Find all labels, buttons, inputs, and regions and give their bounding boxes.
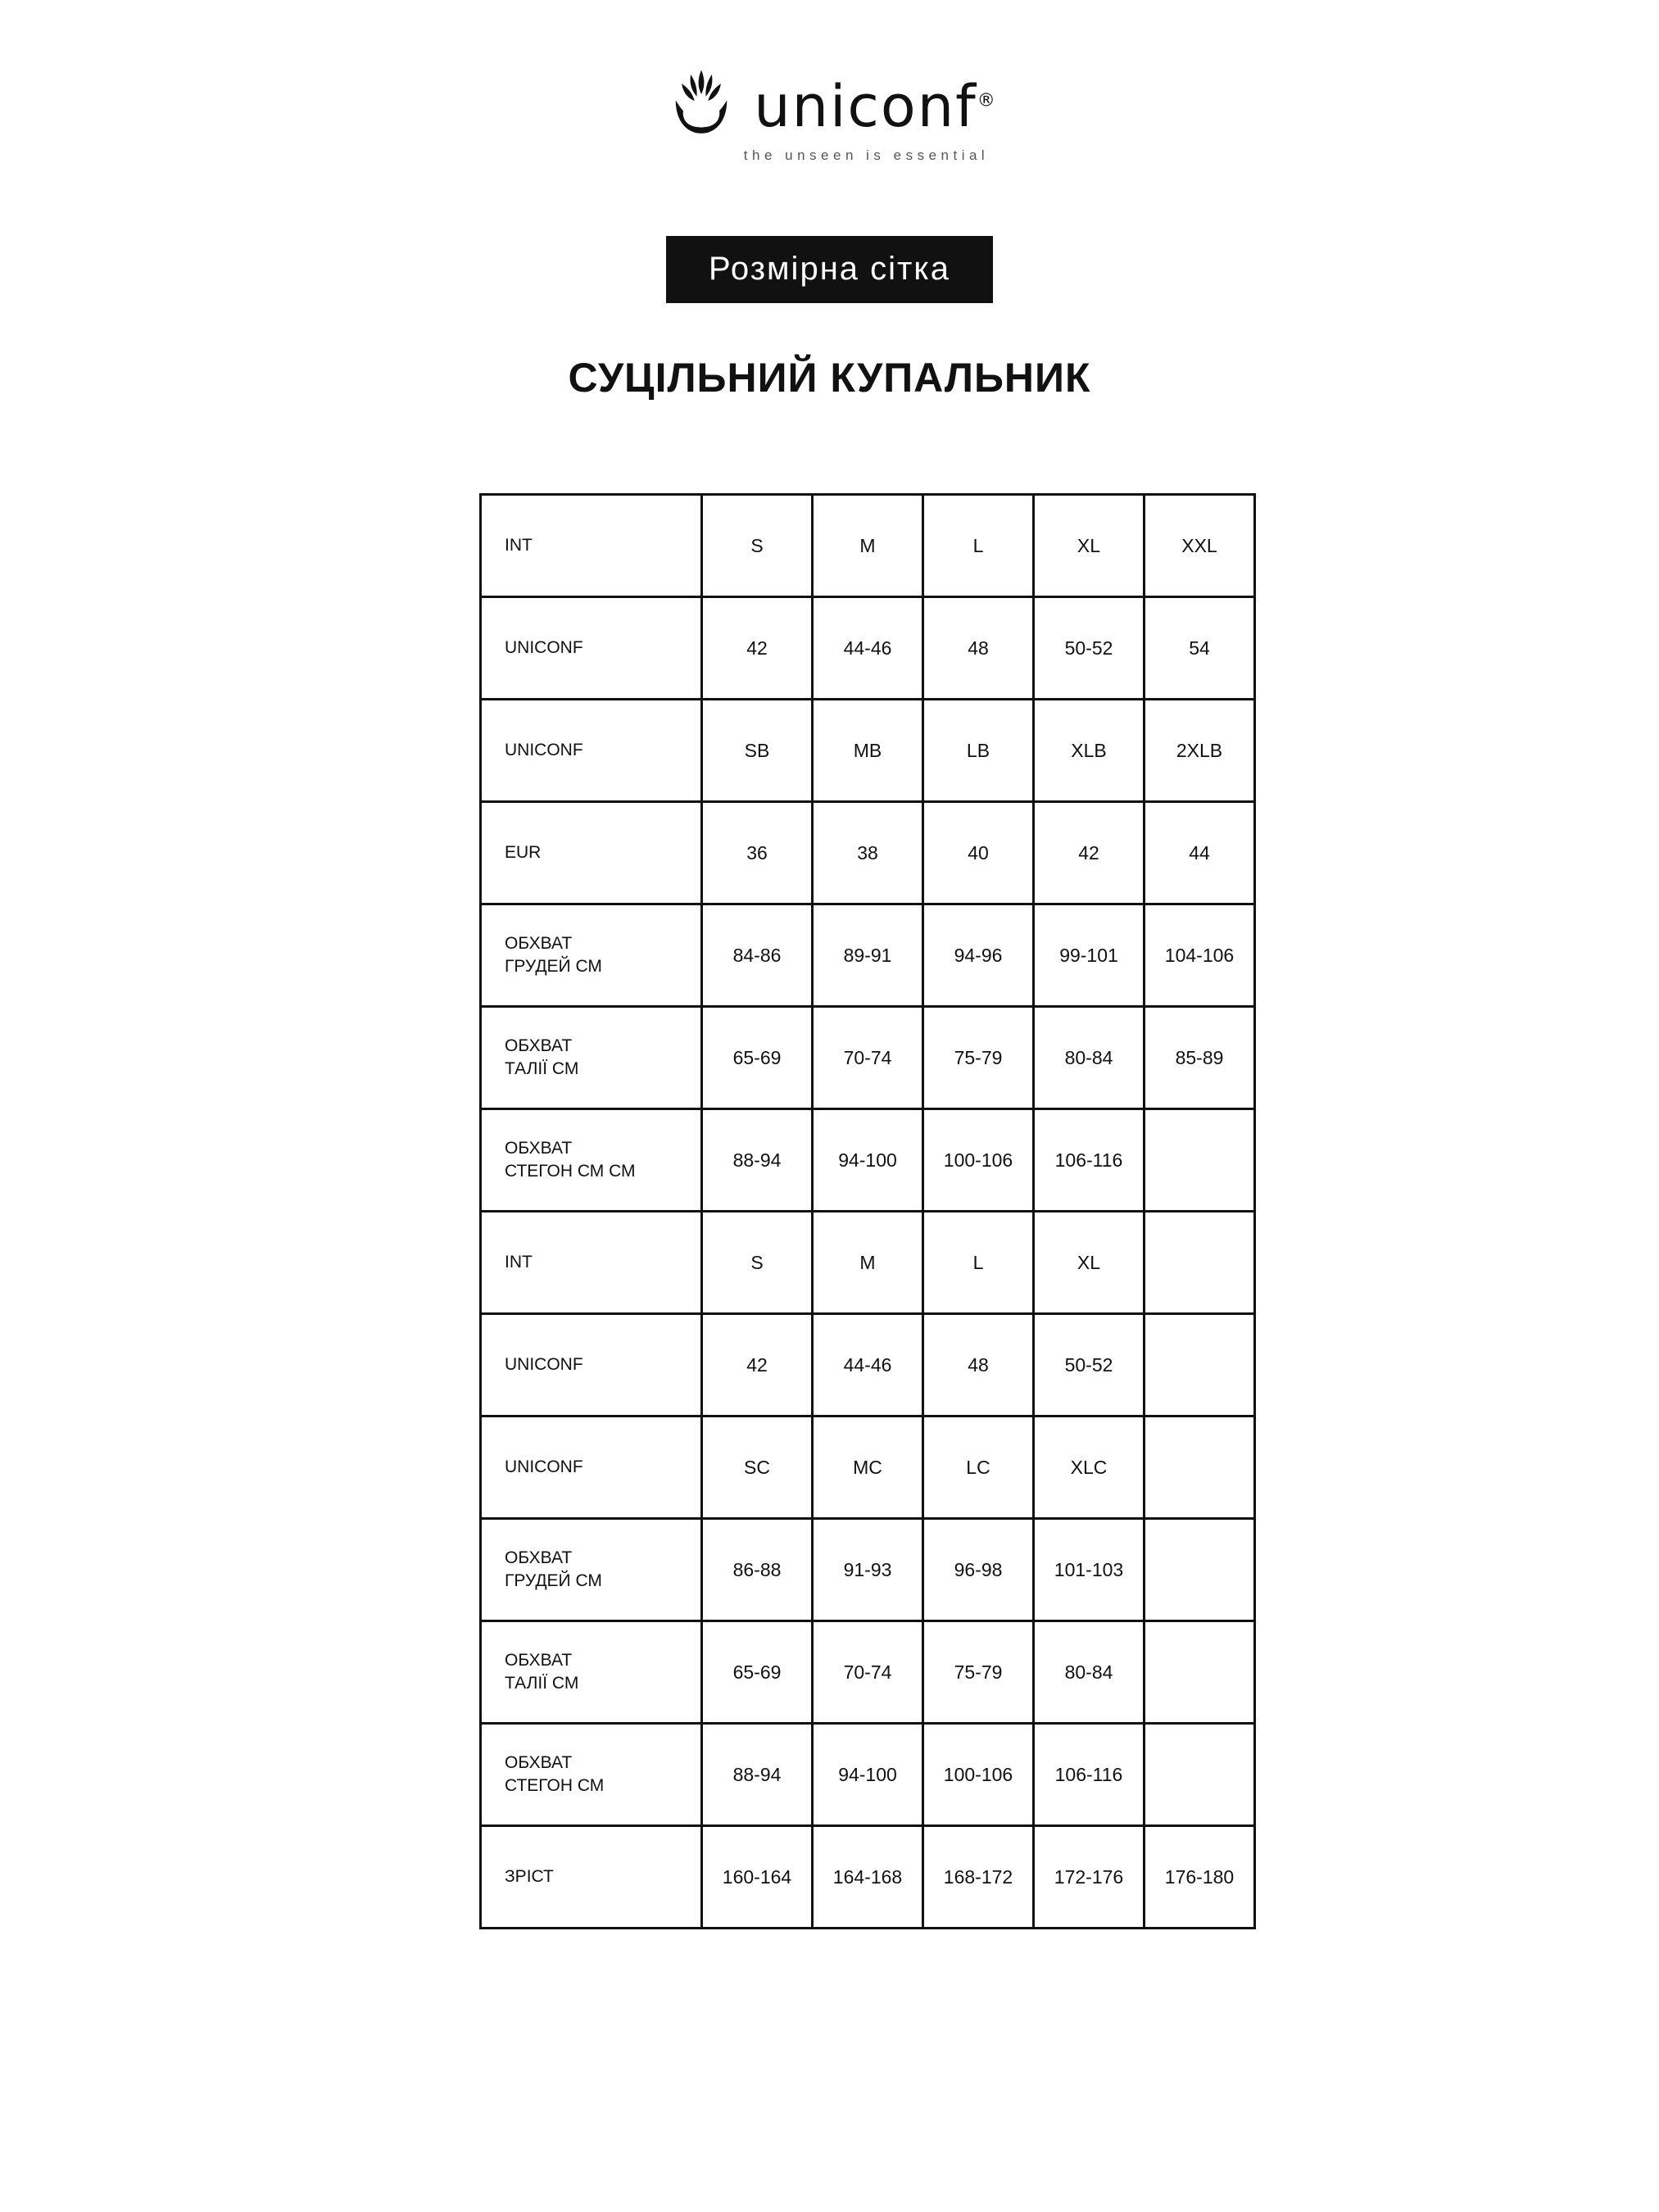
cell: 172-176 — [1034, 1826, 1145, 1929]
cell: 80-84 — [1034, 1621, 1145, 1724]
cell: S — [702, 1212, 813, 1314]
cell: 100-106 — [923, 1109, 1034, 1212]
row-label-line: ОБХВАТ — [505, 933, 573, 953]
cell — [1145, 1212, 1255, 1314]
brand-logo — [664, 66, 995, 164]
page-subtitle: СУЦІЛЬНИЙ КУПАЛЬНИК — [568, 355, 1091, 401]
cell: 106-116 — [1034, 1724, 1145, 1826]
cell: 38 — [813, 802, 923, 904]
cell: 44-46 — [813, 597, 923, 700]
row-label-line: INT — [505, 535, 533, 555]
cell: MC — [813, 1416, 923, 1519]
table-row — [481, 1724, 1255, 1826]
row-label — [481, 1519, 702, 1621]
row-label-line: ОБХВАТ — [505, 1650, 573, 1670]
table-row — [481, 597, 1255, 700]
cell: 44 — [1145, 802, 1255, 904]
size-table-body — [481, 495, 1255, 1929]
row-label-line: СТЕГОН СМ СМ — [505, 1162, 636, 1181]
cell: 70-74 — [813, 1621, 923, 1724]
row-label-line: ОБХВАТ — [505, 1548, 573, 1567]
cell: 85-89 — [1145, 1007, 1255, 1109]
cell: 86-88 — [702, 1519, 813, 1621]
row-label — [481, 1212, 702, 1314]
table-row — [481, 1212, 1255, 1314]
table-row — [481, 1519, 1255, 1621]
row-label-line: ТАЛІЇ СМ — [505, 1674, 579, 1693]
brand-wordmark — [754, 73, 995, 140]
row-label — [481, 1724, 702, 1826]
size-table — [479, 493, 1256, 1929]
row-label — [481, 1416, 702, 1519]
cell — [1145, 1416, 1255, 1519]
cell: XXL — [1145, 495, 1255, 597]
row-label — [481, 1314, 702, 1416]
row-label — [481, 802, 702, 904]
cell: XLC — [1034, 1416, 1145, 1519]
row-label — [481, 1826, 702, 1929]
cell: L — [923, 495, 1034, 597]
cell: 36 — [702, 802, 813, 904]
cell: 94-100 — [813, 1724, 923, 1826]
cell: 42 — [702, 597, 813, 700]
registered-mark: ® — [977, 90, 995, 111]
row-label-line: СТЕГОН СМ — [505, 1776, 605, 1795]
cell: XL — [1034, 495, 1145, 597]
table-row — [481, 1621, 1255, 1724]
cell: MB — [813, 700, 923, 802]
cell: 106-116 — [1034, 1109, 1145, 1212]
table-row — [481, 802, 1255, 904]
cell: 70-74 — [813, 1007, 923, 1109]
cell: 168-172 — [923, 1826, 1034, 1929]
row-label-line: ГРУДЕЙ СМ — [505, 957, 602, 976]
cell: 50-52 — [1034, 1314, 1145, 1416]
cell: 65-69 — [702, 1621, 813, 1724]
cell: M — [813, 495, 923, 597]
cell: 104-106 — [1145, 904, 1255, 1007]
table-row — [481, 904, 1255, 1007]
cell: 40 — [923, 802, 1034, 904]
cell: 48 — [923, 1314, 1034, 1416]
cell: 42 — [1034, 802, 1145, 904]
row-label-line: UNICONF — [505, 1354, 583, 1374]
row-label — [481, 1109, 702, 1212]
row-label-line: ГРУДЕЙ СМ — [505, 1571, 602, 1590]
row-label — [481, 1007, 702, 1109]
row-label — [481, 904, 702, 1007]
lotus-flower-icon — [664, 66, 739, 141]
cell: 48 — [923, 597, 1034, 700]
row-label-line: UNICONF — [505, 1457, 583, 1476]
cell — [1145, 1621, 1255, 1724]
cell: 100-106 — [923, 1724, 1034, 1826]
cell: 89-91 — [813, 904, 923, 1007]
table-row — [481, 1007, 1255, 1109]
row-label-line: EUR — [505, 842, 542, 862]
row-label-line: ОБХВАТ — [505, 1138, 573, 1158]
table-row — [481, 1314, 1255, 1416]
row-label-line: ОБХВАТ — [505, 1752, 573, 1772]
row-label-line: ТАЛІЇ СМ — [505, 1059, 579, 1078]
cell — [1145, 1519, 1255, 1621]
cell: 44-46 — [813, 1314, 923, 1416]
cell: SC — [702, 1416, 813, 1519]
row-label — [481, 495, 702, 597]
cell: 65-69 — [702, 1007, 813, 1109]
cell: 84-86 — [702, 904, 813, 1007]
cell: LC — [923, 1416, 1034, 1519]
cell: XL — [1034, 1212, 1145, 1314]
cell: L — [923, 1212, 1034, 1314]
logo-row — [664, 66, 995, 141]
brand-name: uniconf — [754, 73, 977, 140]
table-row — [481, 1109, 1255, 1212]
cell: XLB — [1034, 700, 1145, 802]
cell — [1145, 1109, 1255, 1212]
cell — [1145, 1314, 1255, 1416]
cell: 2XLB — [1145, 700, 1255, 802]
table-row — [481, 1416, 1255, 1519]
cell: 101-103 — [1034, 1519, 1145, 1621]
row-label-line: ОБХВАТ — [505, 1036, 573, 1055]
row-label-line: UNICONF — [505, 740, 583, 759]
cell: 42 — [702, 1314, 813, 1416]
cell: 75-79 — [923, 1621, 1034, 1724]
cell: 91-93 — [813, 1519, 923, 1621]
row-label — [481, 700, 702, 802]
size-table-wrap — [479, 493, 1235, 1929]
row-label-line: UNICONF — [505, 637, 583, 657]
cell: 176-180 — [1145, 1826, 1255, 1929]
cell: S — [702, 495, 813, 597]
row-label — [481, 597, 702, 700]
page-title-badge: Розмірна сітка — [666, 236, 993, 303]
brand-tagline: the unseen is essential — [743, 147, 990, 163]
table-row — [481, 1826, 1255, 1929]
row-label-line: ЗРІСТ — [505, 1866, 554, 1886]
cell: 160-164 — [702, 1826, 813, 1929]
cell: 80-84 — [1034, 1007, 1145, 1109]
table-row — [481, 495, 1255, 597]
cell: 94-96 — [923, 904, 1034, 1007]
cell: 88-94 — [702, 1109, 813, 1212]
cell: M — [813, 1212, 923, 1314]
cell: 50-52 — [1034, 597, 1145, 700]
cell: LB — [923, 700, 1034, 802]
cell: 88-94 — [702, 1724, 813, 1826]
table-row — [481, 700, 1255, 802]
cell: 96-98 — [923, 1519, 1034, 1621]
cell: 164-168 — [813, 1826, 923, 1929]
cell: 99-101 — [1034, 904, 1145, 1007]
cell: 75-79 — [923, 1007, 1034, 1109]
cell: 54 — [1145, 597, 1255, 700]
row-label-line: INT — [505, 1252, 533, 1271]
row-label — [481, 1621, 702, 1724]
cell: SB — [702, 700, 813, 802]
cell — [1145, 1724, 1255, 1826]
cell: 94-100 — [813, 1109, 923, 1212]
